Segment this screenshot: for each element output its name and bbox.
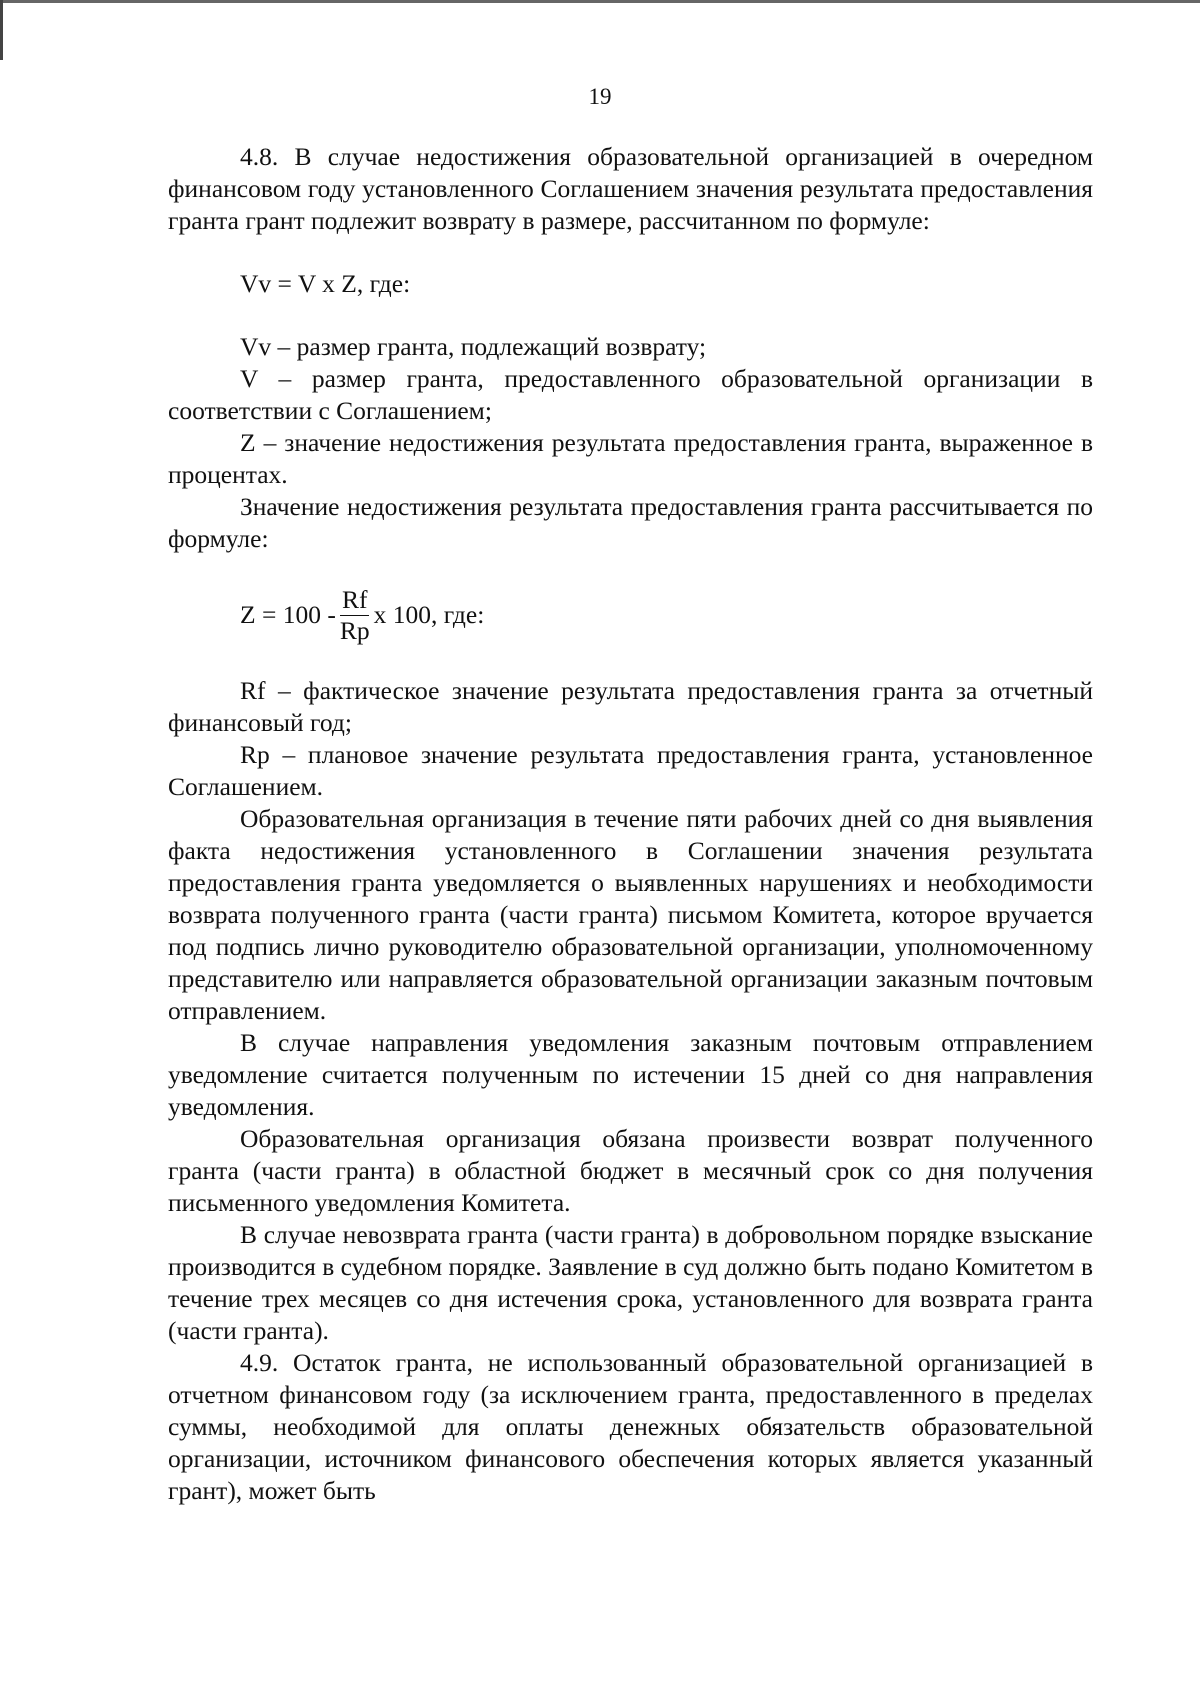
- formula-z-suffix: x 100, где:: [373, 600, 485, 629]
- paragraph-obligation: Образовательная организация обязана произвести возврат полученного гранта (части гранта) в областной бюджет в месячный срок со дня получения письменного уведомления Комитета.: [168, 1124, 1093, 1217]
- paragraph-court: В случае невозврата гранта (части гранта) в добровольном порядке взыскание производится в судебном порядке. Заявление в суд должно быть подано Комитетом в течение трех месяцев со дня истечения срока, установленного для возврата гранта (части гранта).: [168, 1220, 1093, 1345]
- fraction-numerator: Rf: [341, 584, 368, 614]
- definition-vv: Vv – размер гранта, подлежащий возврату;: [240, 332, 707, 361]
- z-formula-intro: Значение недостижения результата предоставления гранта рассчитывается по формуле:: [168, 492, 1093, 553]
- page-number: 19: [588, 84, 612, 109]
- formula-z-prefix: Z = 100 -: [240, 600, 336, 629]
- formula-z: [168, 555, 1093, 675]
- spacer: [168, 300, 1093, 331]
- spacer: [168, 237, 1093, 268]
- scan-left-edge: [0, 0, 3, 60]
- fraction-denominator: Rp: [339, 615, 370, 645]
- definition-z: Z – значение недостижения результата предоставления гранта, выраженное в процентах.: [168, 428, 1093, 489]
- paragraph-notification: Образовательная организация в течение пяти рабочих дней со дня выявления факта недостижения установленного в Соглашении значения результата предоставления гранта уведомляется о выявленных нарушениях и необходимости возврата полученного гранта (части гранта) письмом Комитета, которое вручается под подпись лично руководителю образовательной организации, уполномоченному представителю или направляется образовательной организации заказным почтовым отправлением.: [168, 804, 1093, 1025]
- definition-rf: Rf – фактическое значение результата предоставления гранта за отчетный финансовый год;: [168, 676, 1093, 737]
- definition-rp: Rp – плановое значение результата предоставления гранта, установленное Соглашением.: [168, 740, 1093, 801]
- scan-top-edge: [0, 0, 1200, 3]
- document-body: [168, 141, 1093, 1507]
- formula-vv: Vv = V x Z, где:: [240, 269, 411, 298]
- paragraph-4-9: 4.9. Остаток гранта, не использованный образовательной организацией в отчетном финансовом году (за исключением гранта, предоставленного в пределах суммы, необходимой для оплаты денежных обязательств образовательной организации, источником финансового обеспечения которых является указанный грант), может быть: [168, 1348, 1093, 1505]
- definition-v: V – размер гранта, предоставленного образовательной организации в соответствии с Соглашением;: [168, 364, 1093, 425]
- formula-z-fraction: [338, 585, 372, 646]
- paragraph-4-8: 4.8. В случае недостижения образовательной организацией в очередном финансовом году установленного Соглашением значения результата предоставления гранта грант подлежит возврату в размере, рассчитанном по формуле:: [168, 142, 1093, 235]
- paragraph-mail: В случае направления уведомления заказным почтовым отправлением уведомление считается полученным по истечении 15 дней со дня направления уведомления.: [168, 1028, 1093, 1121]
